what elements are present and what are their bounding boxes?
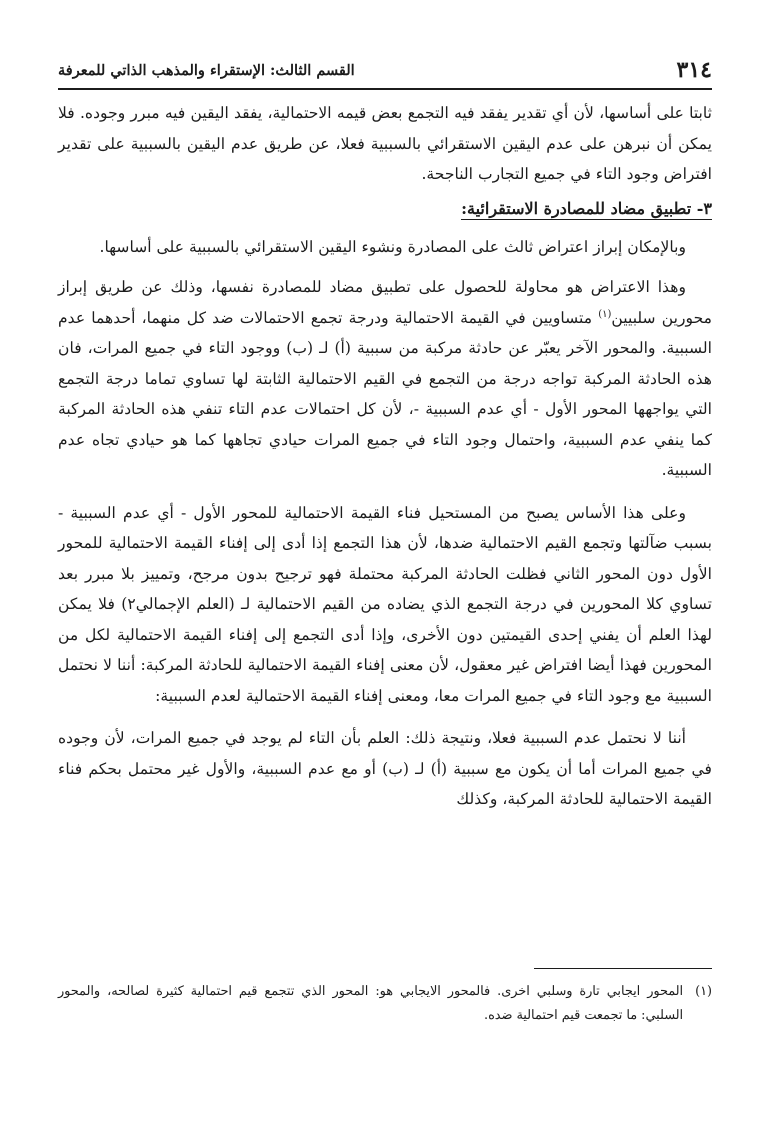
- section-heading-text: ٣- تطبيق مضاد للمصادرة الاستقرائية:: [461, 198, 712, 218]
- footnote: [58, 980, 712, 1028]
- paragraph-3-part-1: وهذا الاعتراض هو محاولة للحصول على تطبيق مضاد للمصادرة نفسها، وذلك عن طريق إبراز محورين سلبيين: [58, 278, 712, 327]
- paragraph-3: [58, 272, 712, 486]
- paragraph-2: وبالإمكان إبراز اعتراض ثالث على المصادرة ونشوء اليقين الاستقرائي بالسببية على أساسها.: [99, 237, 686, 256]
- page-body: [58, 98, 712, 815]
- page-number: ٣١٤: [676, 57, 712, 83]
- paragraph-4: وعلى هذا الأساس يصبح من المستحيل فناء القيمة الاحتمالية للمحور الأول - أي عدم السببية - بسبب ضآلتها وتجمع القيم الاحتمالية ضدها، لأن هذا التجمع إذا أدى إلى إفناء القيمة الاحتمالية للمحور الأول دون المحور الثاني فظلت الحادثة المركبة محتملة فهو ترجيح بدون مرجح، وتمييز بلا مبرر بعد تساوي كلا المحورين في درجة التجمع الذي يضاده من القيم الاحتمالية لـ (العلم الإجمالي٢) فلا يمكن لهذا العلم أن يفني إحدى القيمتين دون الأخرى، وإذا أدى التجمع إلى إفناء القيمة الاحتمالية لكل من المحورين فهذا أيضا افتراض غير معقول، لأن معنى إفناء القيمة الاحتمالية للحادثة المركبة: أننا لا نحتمل السببية مع وجود التاء في جميع المرات معا، ومعنى إفناء القيمة الاحتمالية لعدم السببية:: [58, 503, 712, 705]
- footnote-divider: [534, 968, 712, 969]
- footnote-reference: (١): [598, 308, 612, 320]
- paragraph-3-part-2: متساويين في القيمة الاحتمالية ودرجة تجمع الاحتمالات ضد كل منهما، أحدهما عدم السببية. والمحور الآخر يعبّر عن حادثة مركبة من سببية (أ) لـ (ب) ووجود التاء في جميع المرات، فان هذه الحادثة المركبة تواجه درجة من التجمع في القيم الاحتمالية الثابتة لها تساوي تماما درجة التجمع التي يواجهها المحور الأول - أي عدم السببية -، لأن كل احتمالات عدم التاء تنفي هذه الحادثة المركبة كما ينفي عدم السببية، واحتمال وجود التاء في جميع المرات حيادي تجاهها كما هو حيادي تجاه عدم السببية.: [58, 308, 712, 479]
- running-title: القسم الثالث: الإستقراء والمذهب الذاتي للمعرفة: [58, 61, 355, 79]
- footnote-text: المحور ايجابي تارة وسلبي اخرى. فالمحور الايجابي هو: المحور الذي تتجمع قيم احتمالية كثيرة لصالحه، والمحور السلبي: ما تجمعت قيم احتمالية ضده.: [58, 984, 684, 1023]
- paragraph-1: ثابتا على أساسها، لأن أي تقدير يفقد فيه التجمع بعض قيمه الاحتمالية، يفقد اليقين فيه مبرر وجوده. فلا يمكن أن نبرهن على عدم اليقين الاستقرائي بالسببية فعلا، عن طريق عدم اليقين بالسببية على تقدير افتراض وجود التاء في جميع التجارب الناجحة.: [58, 104, 712, 183]
- page-header: [58, 52, 712, 90]
- paragraph-5: أننا لا نحتمل عدم السببية فعلا، ونتيجة ذلك: العلم بأن التاء لم يوجد في جميع المرات، لأن وجوده في جميع المرات أما أن يكون مع سببية (أ) لـ (ب) أو مع عدم السببية، والأول غير محتمل بحكم فناء القيمة الاحتمالية للحادثة المركبة، وكذلك: [58, 729, 712, 808]
- footnote-marker: (١): [695, 984, 712, 999]
- section-heading: [58, 194, 712, 224]
